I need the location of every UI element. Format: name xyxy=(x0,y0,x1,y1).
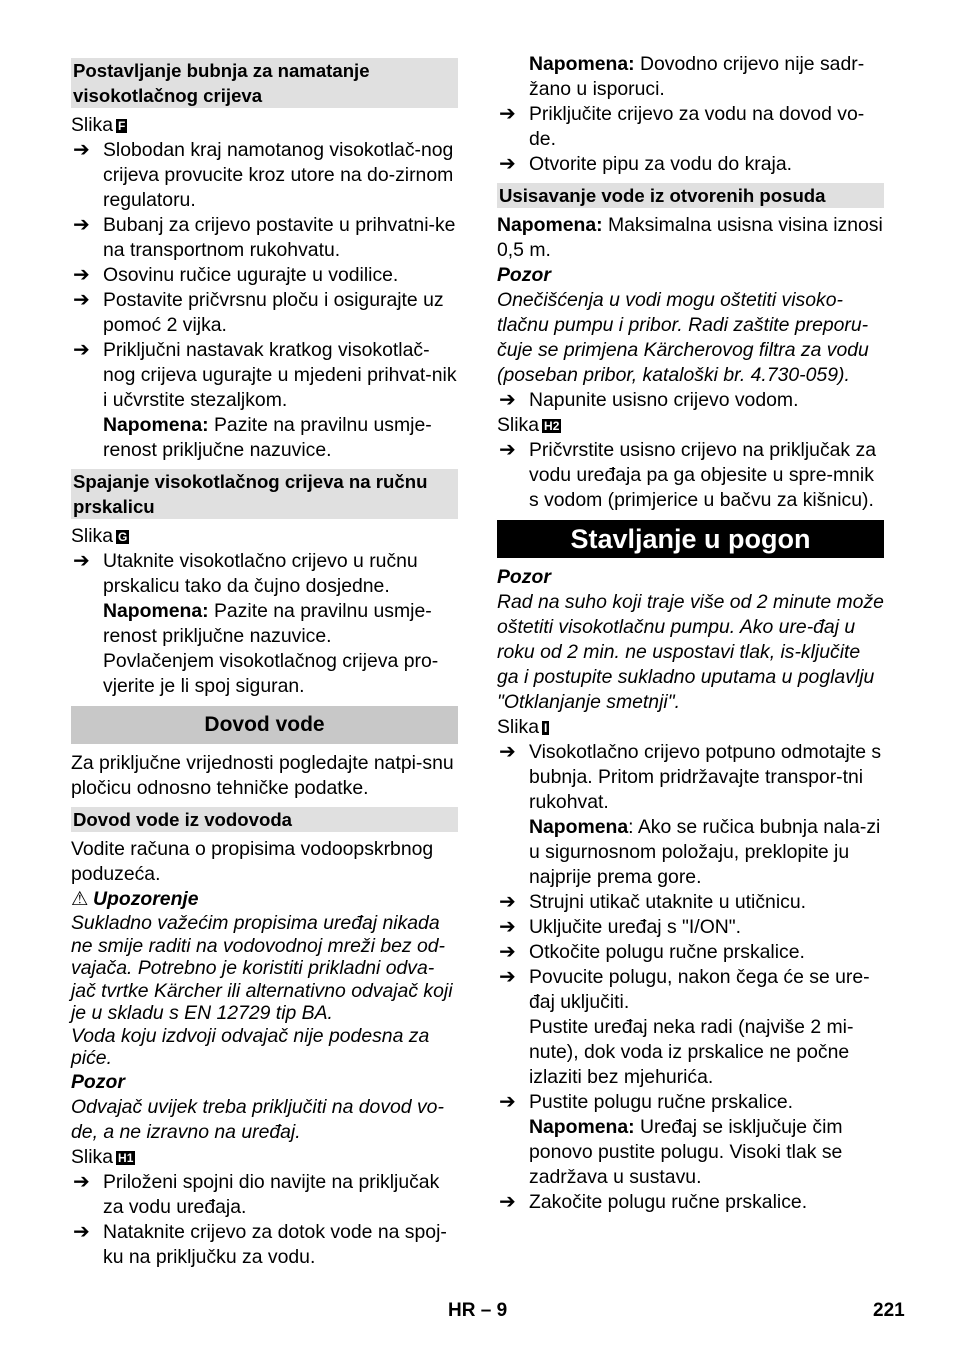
arrow-icon: ➔ xyxy=(499,741,516,763)
figure-badge: H2 xyxy=(544,419,560,433)
arrow-icon: ➔ xyxy=(499,1091,516,1113)
list-item: ➔ Uključite uređaj s "I/ON". xyxy=(499,916,742,938)
list-item: ➔ Otkočite polugu ručne prskalice. xyxy=(499,941,805,963)
arrow-icon: ➔ xyxy=(73,289,90,311)
warning-heading: ⚠ Upozorenje xyxy=(71,888,199,910)
heading-hose-connect: Spajanje visokotlačnog crijeva na ručnu prskalicu xyxy=(71,469,458,519)
figure-ref: Slika H1 xyxy=(71,1145,134,1168)
list-item: ➔ Osovinu ručice ugurajte u vodilice. xyxy=(73,264,399,286)
note: Napomena: Pazite na pravilnu usmje-renost priključne nazuvice. xyxy=(103,600,432,647)
note: Napomena: Pazite na pravilnu usmje-renost priključne nazuvice. xyxy=(103,414,432,461)
arrow-icon: ➔ xyxy=(499,103,516,125)
note: Napomena: Uređaj se isključuje čim ponovo pustite polugu. Visoki tlak se zadržava u sustavu. xyxy=(529,1116,843,1188)
paragraph: Za priključne vrijednosti pogledajte natpi-snu pločicu odnosno tehničke podatke. xyxy=(71,752,454,799)
caution-text: Odvajač uvijek treba priključiti na dovod vo-de, a ne izravno na uređaj. xyxy=(71,1095,444,1143)
figure-ref: Slika H2 xyxy=(497,414,560,436)
caution-heading: Pozor xyxy=(71,1070,125,1093)
list-item: ➔ Slobodan kraj namotanog visokotlač-nog crijeva provucite kroz utore na do-zirnom regulatoru. xyxy=(73,139,454,211)
list-item: ➔ Otvorite pipu za vodu do kraja. xyxy=(499,153,792,175)
figure-badge: F xyxy=(118,119,126,133)
arrow-icon: ➔ xyxy=(73,214,90,236)
heading-suction: Usisavanje vode iz otvorenih posuda xyxy=(497,183,884,208)
figure-badge: H1 xyxy=(118,1150,134,1165)
note: Napomena: Ako se ručica bubnja nala-zi u sigurnosnom položaju, preklopite ju najprije prema gore. xyxy=(529,816,881,888)
list-item: ➔ Strujni utikač utaknite u utičnicu. xyxy=(499,891,806,913)
caution-heading: Pozor xyxy=(497,566,551,588)
list-item: ➔ Povucite polugu, nakon čega će se ure-đaj uključiti. xyxy=(499,966,870,1013)
footer-language-page: HR – 9 xyxy=(448,1300,508,1321)
arrow-icon: ➔ xyxy=(73,550,90,572)
caution-text: Onečišćenja u vodi mogu oštetiti visoko-tlačnu pumpu i pribor. Radi zaštite preporu-čuje se primjena Kärcherovog filtra za vodu (poseban pribor, kataloški br. 4.730-059). xyxy=(497,289,869,386)
warning-text: Voda koju izdvoji odvajač nije podesna za piće. xyxy=(71,1024,430,1069)
arrow-icon: ➔ xyxy=(73,1220,90,1243)
arrow-icon: ➔ xyxy=(499,439,516,461)
heading-drum-mounting: Postavljanje bubnja za namatanje visokotlačnog crijeva xyxy=(71,58,458,108)
list-item: ➔ Postavite pričvrsnu ploču i osigurajte uz pomoć 2 vijka. xyxy=(73,289,444,336)
list-item: ➔ Visokotlačno crijevo potpuno odmotajte s bubnja. Pritom pridržavajte transpor-tni rukohvat. xyxy=(499,741,882,813)
arrow-icon: ➔ xyxy=(73,264,90,286)
list-item: ➔ Priključite crijevo za vodu na dovod vo-de. xyxy=(499,103,865,150)
note-extra: Pustite uređaj neka radi (najviše 2 mi-nute), dok voda iz prskalice ne počne izlaziti bez mjehurića. xyxy=(529,1016,854,1088)
list-item: ➔ Bubanj za crijevo postavite u prihvatni-ke na transportnom rukohvatu. xyxy=(73,214,456,261)
arrow-icon: ➔ xyxy=(499,389,516,411)
footer-page-number: 221 xyxy=(873,1300,905,1321)
heading-water-mains: Dovod vode iz vodovoda xyxy=(71,807,458,832)
note-extra: Povlačenjem visokotlačnog crijeva pro-vjerite je li spoj siguran. xyxy=(103,650,439,697)
paragraph: Vodite računa o propisima vodoopskrbnog poduzeća. xyxy=(71,838,434,885)
arrow-icon: ➔ xyxy=(499,153,516,175)
list-item: ➔ Zakočite polugu ručne prskalice. xyxy=(499,1191,808,1213)
caution-text: Rad na suho koji traje više od 2 minute može oštetiti visokotlačnu pumpu. Ako ure-đaj u roku od 2 min. ne uspostavi tlak, is-ključite ga i postupite sukladno uputama u poglavlju "Otklanjanje smetnji". xyxy=(497,591,884,713)
arrow-icon: ➔ xyxy=(499,1191,516,1213)
list-item: ➔ Nataknite crijevo za dotok vode na spoj-ku na priključku za vodu. xyxy=(73,1220,447,1268)
note: Napomena: Dovodno crijevo nije sadr-žano u isporuci. xyxy=(529,53,865,100)
arrow-icon: ➔ xyxy=(73,139,90,161)
chapter-title: Stavljanje u pogon xyxy=(497,520,884,558)
left-column xyxy=(71,52,458,1270)
list-item: ➔ Utaknite visokotlačno crijevo u ručnu prskalicu tako da čujno dosjedne. xyxy=(73,550,418,597)
arrow-icon: ➔ xyxy=(499,941,516,963)
figure-badge: I xyxy=(544,721,548,735)
list-item: ➔ Priključni nastavak kratkog visokotlač-nog crijeva ugurajte u mjedeni prihvat-nik i učvrstite stezaljkom. xyxy=(73,339,457,411)
list-item: ➔ Pričvrstite usisno crijevo na priključak za vodu uređaja pa ga objesite u spre-mnik s vodom (primjerice u bačvu za kišnicu). xyxy=(499,439,876,511)
warning-icon: ⚠ xyxy=(71,888,89,910)
figure-ref: Slika G xyxy=(71,525,128,547)
section-water-supply: Dovod vode xyxy=(71,706,458,744)
arrow-icon: ➔ xyxy=(499,916,516,938)
note: Napomena: Maksimalna usisna visina iznosi 0,5 m. xyxy=(497,214,883,261)
caution-heading: Pozor xyxy=(497,264,551,286)
arrow-icon: ➔ xyxy=(499,966,516,988)
warning-text: Sukladno važećim propisima uređaj nikada ne smije raditi na vodovodnoj mreži bez od-vajača. Potrebno je koristiti prikladni odva-jač tvrtke Kärcher ili alternativno odvajač koji je u skladu s EN 12729 tip BA. xyxy=(71,912,453,1024)
list-item: ➔ Napunite usisno crijevo vodom. xyxy=(499,389,799,411)
arrow-icon: ➔ xyxy=(499,891,516,913)
list-item: ➔ Priloženi spojni dio navijte na priključak za vodu uređaja. xyxy=(73,1170,440,1218)
figure-ref: Slika I xyxy=(497,716,548,738)
arrow-icon: ➔ xyxy=(73,1170,90,1193)
list-item: ➔ Pustite polugu ručne prskalice. xyxy=(499,1091,794,1113)
right-column xyxy=(497,52,884,1215)
figure-badge: G xyxy=(118,530,128,544)
arrow-icon: ➔ xyxy=(73,339,90,361)
figure-ref: Slika F xyxy=(71,114,126,136)
